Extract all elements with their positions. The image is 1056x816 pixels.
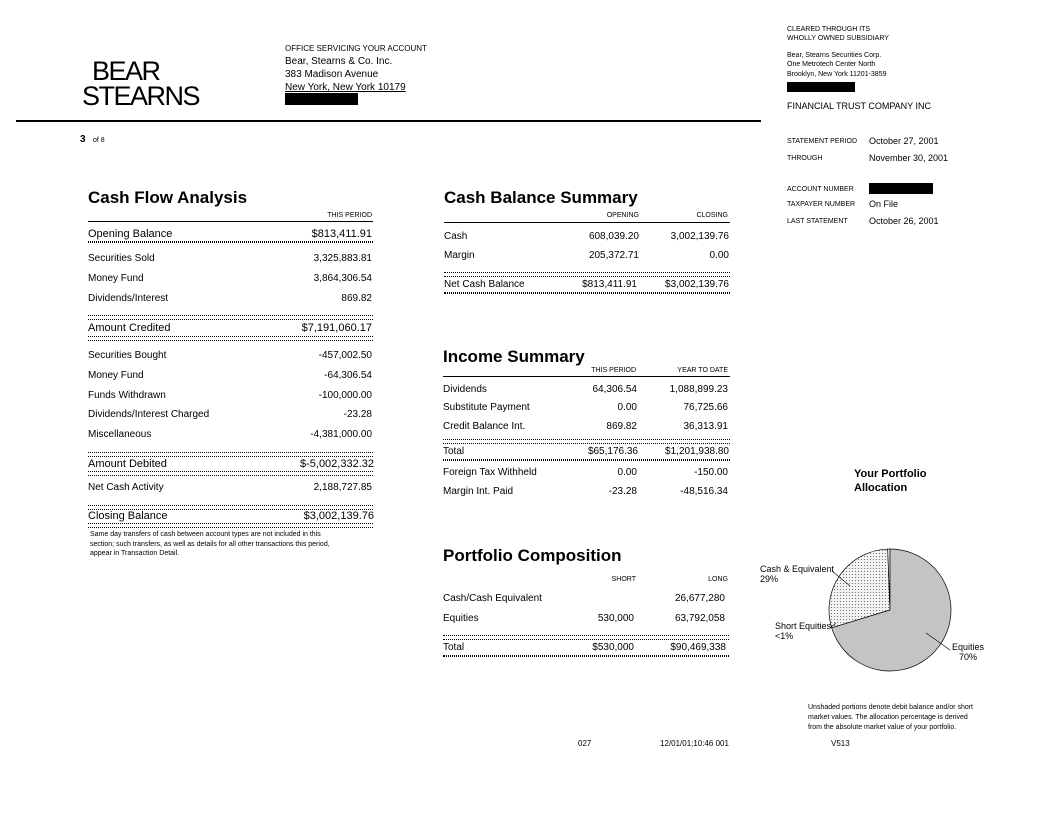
- debit-row-label: Securities Bought: [88, 350, 167, 361]
- debit-row-value: -23.28: [343, 409, 372, 420]
- dotted-rule: [444, 292, 730, 294]
- amount-credited-value: $7,191,060.17: [301, 322, 372, 334]
- corp-line-3: Brooklyn, New York 11201-3859: [787, 71, 887, 78]
- income-total-label: Total: [443, 446, 465, 457]
- portfolio-row-long: 26,677,280: [674, 593, 725, 604]
- closing-col-header: CLOSING: [696, 212, 728, 219]
- income-after-period: 0.00: [617, 467, 637, 478]
- corp-line-2: One Metrotech Center North: [787, 61, 876, 68]
- pie-label-short-pct: <1%: [775, 631, 794, 641]
- dotted-rule: [443, 439, 730, 444]
- income-row-label: Dividends: [443, 384, 487, 395]
- cleared-line-1: CLEARED THROUGH ITS: [787, 26, 871, 33]
- income-row-label: Substitute Payment: [443, 402, 530, 413]
- dotted-rule: [88, 241, 373, 243]
- net-cash-balance-label: Net Cash Balance: [444, 279, 525, 290]
- rule: [88, 221, 373, 222]
- statement-period-label: STATEMENT PERIOD: [787, 138, 858, 145]
- credit-row-value: 869.82: [341, 293, 372, 304]
- pie-slices: [829, 549, 951, 671]
- debit-row-value: -100,000.00: [318, 390, 372, 401]
- income-row-period: 0.00: [617, 402, 637, 413]
- through-label: THROUGH: [787, 155, 823, 162]
- net-cash-activity-value: 2,188,727.85: [313, 482, 372, 493]
- cleared-line-2: WHOLLY OWNED SUBSIDIARY: [787, 35, 889, 42]
- dotted-rule: [443, 635, 729, 640]
- income-row-period: 869.82: [606, 421, 637, 432]
- debit-row-label: Funds Withdrawn: [88, 390, 166, 401]
- through-value: November 30, 2001: [869, 153, 949, 163]
- income-row-ytd: 1,088,899.23: [669, 384, 728, 395]
- allocation-title: [854, 467, 927, 495]
- closing-balance-value: $3,002,139.76: [303, 510, 374, 522]
- bear-stearns-logo: [82, 56, 200, 111]
- allocation-note-3: from the absolute market value of your portfolio.: [808, 724, 957, 731]
- debit-row-value: -4,381,000.00: [310, 429, 372, 440]
- credit-row-value: 3,864,306.54: [313, 273, 372, 284]
- amount-credited-label: Amount Credited: [88, 322, 171, 334]
- portfolio-title: Portfolio Composition: [443, 546, 622, 565]
- footer-code: 027: [578, 739, 592, 748]
- debit-row-value: -457,002.50: [318, 350, 372, 361]
- income-row-period: 64,306.54: [592, 384, 637, 395]
- opening-col-header: OPENING: [606, 212, 639, 219]
- footer-datetime: 12/01/01;10:46 001: [660, 739, 729, 748]
- rule: [443, 376, 730, 377]
- credit-row-label: Dividends/Interest: [88, 293, 169, 304]
- portfolio-row-label: Equities: [443, 613, 479, 624]
- portfolio-total-long: $90,469,338: [670, 642, 726, 653]
- portfolio-total-short: $530,000: [592, 642, 634, 653]
- pie-label-short: [775, 621, 831, 641]
- page-number: [80, 129, 105, 147]
- office-line-2: 383 Madison Avenue: [285, 69, 379, 80]
- opening-balance-label: Opening Balance: [88, 228, 173, 240]
- debit-row-label: Miscellaneous: [88, 429, 152, 440]
- cash-balance-row-opening: 608,039.20: [588, 231, 639, 242]
- portfolio-row-long: 63,792,058: [674, 613, 725, 624]
- dotted-rule: [88, 523, 373, 528]
- logo-line-1: BEAR: [92, 56, 160, 86]
- cash-balance-row-closing: 3,002,139.76: [670, 231, 729, 242]
- opening-balance-value: $813,411.91: [311, 228, 372, 240]
- long-col-header: LONG: [708, 576, 728, 583]
- short-col-header: SHORT: [611, 576, 636, 583]
- cash-balance-row-label: Margin: [444, 250, 475, 261]
- redacted-block: [787, 82, 855, 92]
- portfolio-total-label: Total: [443, 642, 465, 653]
- office-line-3: New York, New York 10179: [285, 82, 406, 93]
- portfolio-row-short: 530,000: [597, 613, 634, 624]
- cash-balance-row-closing: 0.00: [709, 250, 729, 261]
- closing-balance-label: Closing Balance: [88, 510, 168, 522]
- cash-flow-col-header: THIS PERIOD: [327, 212, 372, 219]
- income-after-period: -23.28: [608, 486, 637, 497]
- income-row-ytd: 36,313.91: [683, 421, 728, 432]
- credit-row-value: 3,325,883.81: [313, 253, 372, 264]
- account-name: FINANCIAL TRUST COMPANY INC: [787, 101, 932, 111]
- credit-row-label: Securities Sold: [88, 253, 155, 264]
- pie-label-cash-name: Cash & Equivalent: [760, 564, 835, 574]
- page-num: 3: [80, 134, 86, 145]
- footer-version: V513: [831, 739, 850, 748]
- ytd-col-header: YEAR TO DATE: [677, 367, 728, 374]
- allocation-note-1: Unshaded portions denote debit balance and/or short: [808, 704, 974, 711]
- pie-label-equities-name: Equities: [952, 642, 985, 652]
- income-after-label: Foreign Tax Withheld: [443, 467, 537, 478]
- page-of: of 8: [93, 137, 105, 144]
- logo-line-2: STEARNS: [82, 81, 200, 111]
- pie-label-cash-pct: 29%: [760, 574, 779, 584]
- cash-balance-row-label: Cash: [444, 231, 468, 242]
- office-line-1: Bear, Stearns & Co. Inc.: [285, 56, 393, 67]
- allocation-note: [808, 703, 973, 733]
- cash-flow-note-2: section; such transfers, as well as details for all other transactions this period,: [90, 541, 330, 548]
- net-cash-balance-closing: $3,002,139.76: [665, 279, 729, 290]
- cash-balance-title: Cash Balance Summary: [444, 188, 638, 207]
- dotted-rule: [88, 452, 373, 457]
- debit-row-value: -64,306.54: [324, 370, 372, 381]
- debit-row-label: Dividends/Interest Charged: [88, 409, 210, 420]
- income-row-label: Credit Balance Int.: [443, 421, 526, 432]
- dotted-rule: [444, 272, 730, 277]
- this-period-col-header: THIS PERIOD: [591, 367, 636, 374]
- income-after-label: Margin Int. Paid: [443, 486, 514, 497]
- taxpayer-label: TAXPAYER NUMBER: [787, 201, 856, 208]
- corp-line-1: Bear, Stearns Securities Corp.: [787, 52, 882, 59]
- account-number-label: ACCOUNT NUMBER: [787, 186, 854, 193]
- account-number-redacted: [869, 183, 933, 194]
- taxpayer-value: On File: [869, 199, 899, 209]
- cash-flow-note-3: appear in Transaction Detail.: [90, 550, 180, 557]
- income-after-ytd: -150.00: [694, 467, 728, 478]
- dotted-rule: [88, 336, 373, 341]
- redacted-block: [285, 93, 358, 105]
- dotted-rule: [443, 459, 730, 461]
- allocation-title-line-1: Your Portfolio: [854, 468, 927, 480]
- debit-row-label: Money Fund: [88, 370, 144, 381]
- pie-label-equities-pct: 70%: [959, 652, 978, 662]
- rule: [444, 222, 730, 223]
- allocation-pie-chart: [740, 540, 1040, 680]
- dotted-rule: [443, 655, 729, 657]
- allocation-title-line-2: Allocation: [854, 482, 908, 494]
- header-rule: [16, 120, 761, 122]
- pie-label-short-name: Short Equities: [775, 621, 832, 631]
- cash-flow-note-1: Same day transfers of cash between account types are not included in this: [90, 531, 321, 538]
- cash-flow-title: Cash Flow Analysis: [88, 188, 248, 207]
- net-cash-balance-opening: $813,411.91: [582, 279, 637, 290]
- pie-label-cash: [760, 564, 834, 584]
- cash-balance-row-opening: 205,372.71: [588, 250, 639, 261]
- amount-debited-value: $-5,002,332.32: [299, 458, 374, 470]
- income-total-ytd: $1,201,938.80: [665, 446, 729, 457]
- credit-row-label: Money Fund: [88, 273, 144, 284]
- pie-label-equities: [952, 642, 984, 662]
- last-statement-value: October 26, 2001: [869, 216, 939, 226]
- dotted-rule: [88, 315, 373, 320]
- portfolio-row-label: Cash/Cash Equivalent: [443, 593, 542, 604]
- statement-period-value: October 27, 2001: [869, 136, 939, 146]
- last-statement-label: LAST STATEMENT: [787, 218, 848, 225]
- income-title: Income Summary: [443, 347, 585, 366]
- amount-debited-label: Amount Debited: [88, 458, 167, 470]
- net-cash-activity-label: Net Cash Activity: [88, 482, 164, 493]
- dotted-rule: [88, 471, 373, 476]
- income-row-ytd: 76,725.66: [683, 402, 728, 413]
- allocation-note-2: market values. The allocation percentage is derived: [808, 714, 968, 721]
- income-after-ytd: -48,516.34: [680, 486, 728, 497]
- office-title: OFFICE SERVICING YOUR ACCOUNT: [285, 44, 427, 53]
- income-total-period: $65,176.36: [587, 446, 638, 457]
